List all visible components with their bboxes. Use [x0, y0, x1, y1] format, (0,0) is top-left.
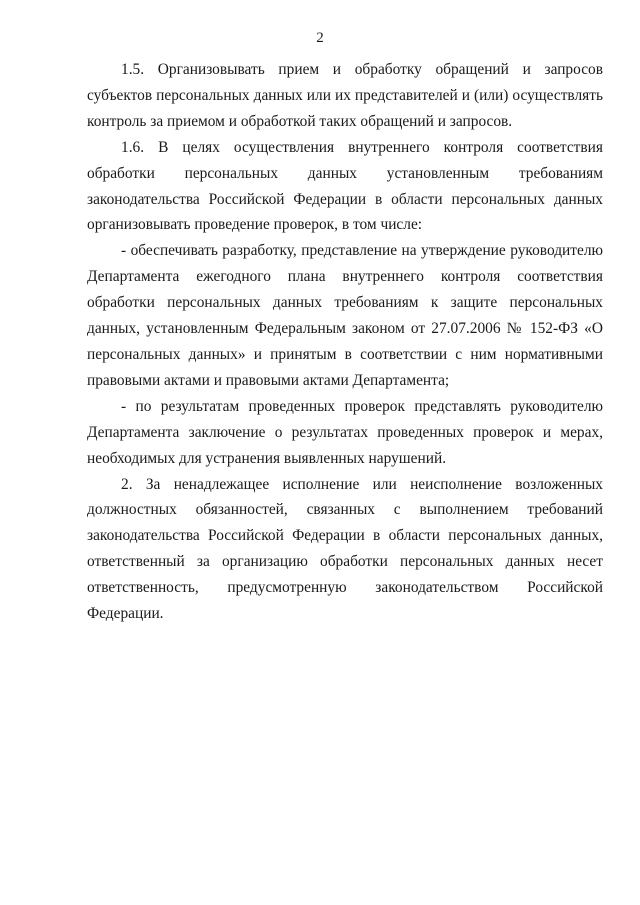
- paragraph-1-5: 1.5. Организовывать прием и обработку обращений и запросов субъектов персональных данных или их представителей и (или) осуществлять контроль за приемом и обработкой таких обращений и запросов.: [87, 61, 603, 130]
- paragraph-2: 2. За ненадлежащее исполнение или неисполнение возложенных должностных обязанностей, связанных с выполнением требований законодательства Российской Федерации в области персональных данных, ответственный за организацию обработки персональных данных несет ответственность, предусмотренную законодательством Российской Федерации.: [87, 475, 603, 623]
- document-body: [87, 57, 603, 627]
- paragraph-1-6-item-plan: - обеспечивать разработку, представление на утверждение руководителю Департамента ежегодного плана внутреннего контроля соответствия обработки персональных данных требованиям к защите персональных данных, установленным Федеральным законом от 27.07.2006 № 152-ФЗ «О персональных данных» и принятым в соответствии с ним нормативными правовыми актами и правовыми актами Департамента;: [87, 242, 603, 389]
- paragraph-1-6-item-conclusion: - по результатам проведенных проверок представлять руководителю Департамента заключение о результатах проведенных проверок и мерах, необходимых для устранения выявленных нарушений.: [87, 397, 603, 467]
- paragraph-1-6: 1.6. В целях осуществления внутреннего контроля соответствия обработки персональных данных установленным требованиям законодательства Российской Федерации в области персональных данных организовывать проведение проверок, в том числе:: [87, 138, 603, 234]
- page-number: 2: [316, 30, 324, 46]
